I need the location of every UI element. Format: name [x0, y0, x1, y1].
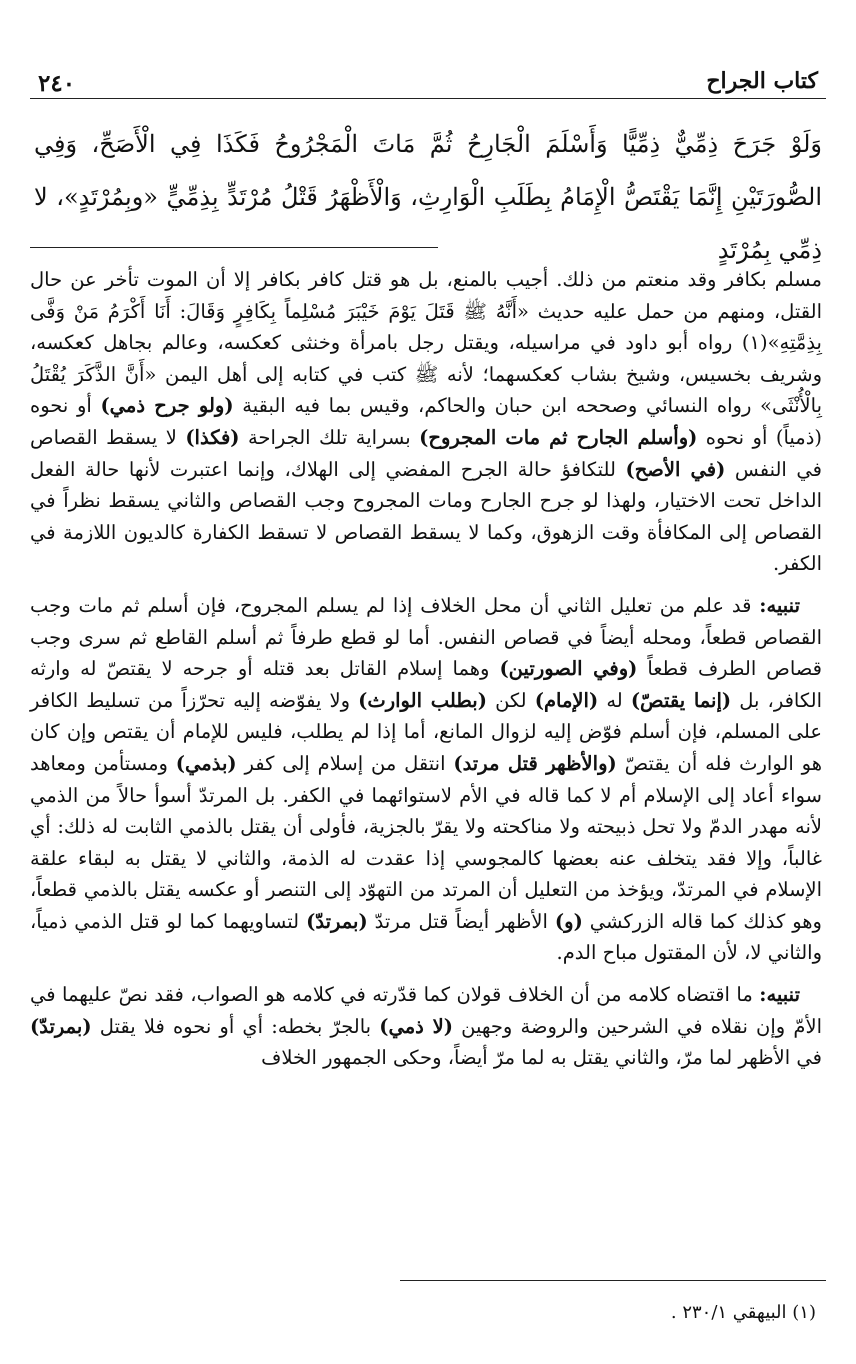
commentary-text: مسلم بكافر وقد منعتم من ذلك. أجيب بالمنع، بل هو قتل كافر بكافر إلا أن الموت تأخر عن حال القتل، ومنهم من حمل عليه حديث «أَنَّهُ ﷺ قَتَلَ يَوْمَ خَيْبَرَ مُسْلِماً بِكَافِرٍ وَقَالَ: أَنَا أَكْرَمُ مَنْ وَفَّى بِذِمَّتِهِ»(١) رواه أبو داود في مراسيله، ويقتل رجل بامرأة وخنثى كعكسه، وعالم بجاهل كعكسه، وشريف بخسيس، وشيخ بشاب كعكسهما؛ لأنه ﷺ كتب في كتابه إلى أهل اليمن «أَنَّ الذَّكَرَ يُقْتَلُ بِالْأُنْثَى» رواه النسائي وصححه ابن حبان والحاكم، وقيس بما فيه البقية — [30, 268, 823, 418]
matn-quote: (والأظهر قتل مرتد) — [453, 751, 617, 775]
matn-quote: تنبيه: — [759, 983, 800, 1007]
matn-quote: (إنما يقتصّ) — [630, 688, 732, 712]
matn-quote: (و) — [554, 909, 583, 933]
commentary-text: وهما إسلام القاتل بعد قتله أو جرحه لا يقتصّ له وارثه الكافر، بل — [30, 657, 822, 712]
matn-quote: (وأسلم الجارح ثم مات المجروح) — [419, 425, 698, 449]
commentary-text: الأظهر أيضاً قتل مرتدّ — [367, 909, 555, 933]
commentary-paragraph-2 — [30, 590, 822, 969]
running-head — [30, 62, 826, 99]
matn-quote: (وفي الصورتين) — [499, 657, 638, 681]
commentary-text: في الأظهر لما مرّ، والثاني يقتل به لما مرّ أيضاً، وحكى الجمهور الخلاف — [261, 1046, 822, 1070]
commentary-text: قد علم من تعليل الثاني أن محل الخلاف إذا لم يسلم المجروح، فإن أسلم ثم مات وجب القصاص قطعاً، ومحله أيضاً في قصاص النفس. أما لو قطع طرفاً ثم أسلم القاطع ثم سرى وجب قصاص الطرف قطعاً — [30, 593, 823, 681]
commentary-text: ما اقتضاه كلامه من أن الخلاف قولان كما قدّرته في كلامه هو الصواب، فقد نصّ عليهما في الأمّ وإن نقلاه في الشرحين والروضة وجهين — [30, 983, 822, 1038]
commentary-text: ولا يفوّضه إليه تحرّزاً من تسليط الكافر على المسلم، فإن أسلم فوّض إليه لزوال المانع، أما إذا لم يطلب، فليس للإمام أن يقتص وإن كان هو الوارث فله أن يقتصّ — [30, 688, 822, 775]
matn-quote: (بذمي) — [175, 751, 237, 775]
commentary-text: بسراية تلك الجراحة — [239, 425, 420, 449]
commentary-paragraph-1 — [30, 264, 822, 580]
book-title: كتاب الجراح — [706, 68, 818, 94]
commentary — [30, 264, 822, 1084]
commentary-text: أو نحوه (ذمياً) أو نحوه — [30, 394, 823, 449]
matn-quote: (بمرتدّ) — [30, 1014, 92, 1038]
matn-quote: تنبيه: — [759, 593, 800, 617]
matn-divider — [30, 247, 438, 248]
matn-quote: (في الأصح) — [625, 457, 726, 481]
matn-quote: (ولو جرح ذمي) — [100, 394, 234, 418]
matn-quote: (لا ذمي) — [379, 1014, 453, 1038]
matn-quote: (بطلب الوارث) — [358, 688, 487, 712]
commentary-text: لتساويهما كما لو قتل الذمي ذمياً، والثاني لا، لأن المقتول مباح الدم. — [30, 909, 822, 965]
page-number: ٢٤٠ — [38, 70, 76, 97]
matn-quote: (فكذا) — [185, 425, 240, 449]
commentary-text: بالجرّ بخطه: أي أو نحوه فلا يقتل — [91, 1014, 380, 1038]
commentary-text: ومستأمن ومعاهد سواء أعاد إلى الإسلام أم لا كما قاله في الأم لاستوائهما في الكفر. بل المرتدّ أسوأ حالاً من الذمي لأنه مهدر الدمّ ولا تحل ذبيحته ولا مناكحته ولا يقرّ بالجزية، فأولى أن يقتل بالذمي الثابت له ذلك: أي غالباً، وإلا فقد يتخلف عنه بعضها كالمجوسي إذا عقدت له الذمة، والثاني لا يقتل به لبقاء علقة الإسلام في المرتدّ، ويؤخذ من التعليل أن المرتد من التهوّد إلى التنصر أو عكسه يقتل بالذمي قطعاً، وهو كذلك كما قاله الزركشي — [30, 751, 822, 933]
commentary-text: لكن — [486, 688, 535, 712]
footnote: (١) البيهقي ٢٣٠/١ . — [670, 1302, 816, 1323]
commentary-paragraph-3 — [30, 979, 822, 1074]
matn-text: وَلَوْ جَرَحَ ذِمِّيٌّ ذِمِّيًّا وَأَسْلَمَ الْجَارِحُ ثُمَّ مَاتَ الْمَجْرُوحُ فَكَذَا فِي الْأَصَحِّ، وَفِي الصُّورَتَيْنِ إِنَّمَا يَقْتَصُّ الْإِمَامُ بِطَلَبِ الْوَارِثِ، وَالْأَظْهَرُ قَتْلُ مُرْتَدٍّ بِذِمِّيٍّ «وبِمُرْتَدٍ»، لا ذِمِّي بِمُرْتَدٍ — [34, 130, 822, 264]
commentary-text: لا يسقط القصاص في النفس — [30, 425, 822, 481]
commentary-text: للتكافؤ حالة الجرح المفضي إلى الهلاك، وإنما اعتبرت لأنها حالة الفعل الداخل تحت الاختيار، ولهذا لو جرح الجارح ومات المجروح وجب القصاص والثاني يسقط نظراً في القصاص إلى المكافأة وقت الزهوق، وكما لا يسقط القصاص لا تسقط الكفارة كالديون اللازمة في الكفر. — [30, 457, 822, 576]
matn-quote: (بمرتدّ) — [306, 909, 368, 933]
footnote-divider — [400, 1280, 826, 1281]
matn-quote: (الإمام) — [534, 688, 599, 712]
commentary-text: له — [598, 688, 631, 712]
commentary-text: انتقل من إسلام إلى كفر — [236, 751, 454, 775]
